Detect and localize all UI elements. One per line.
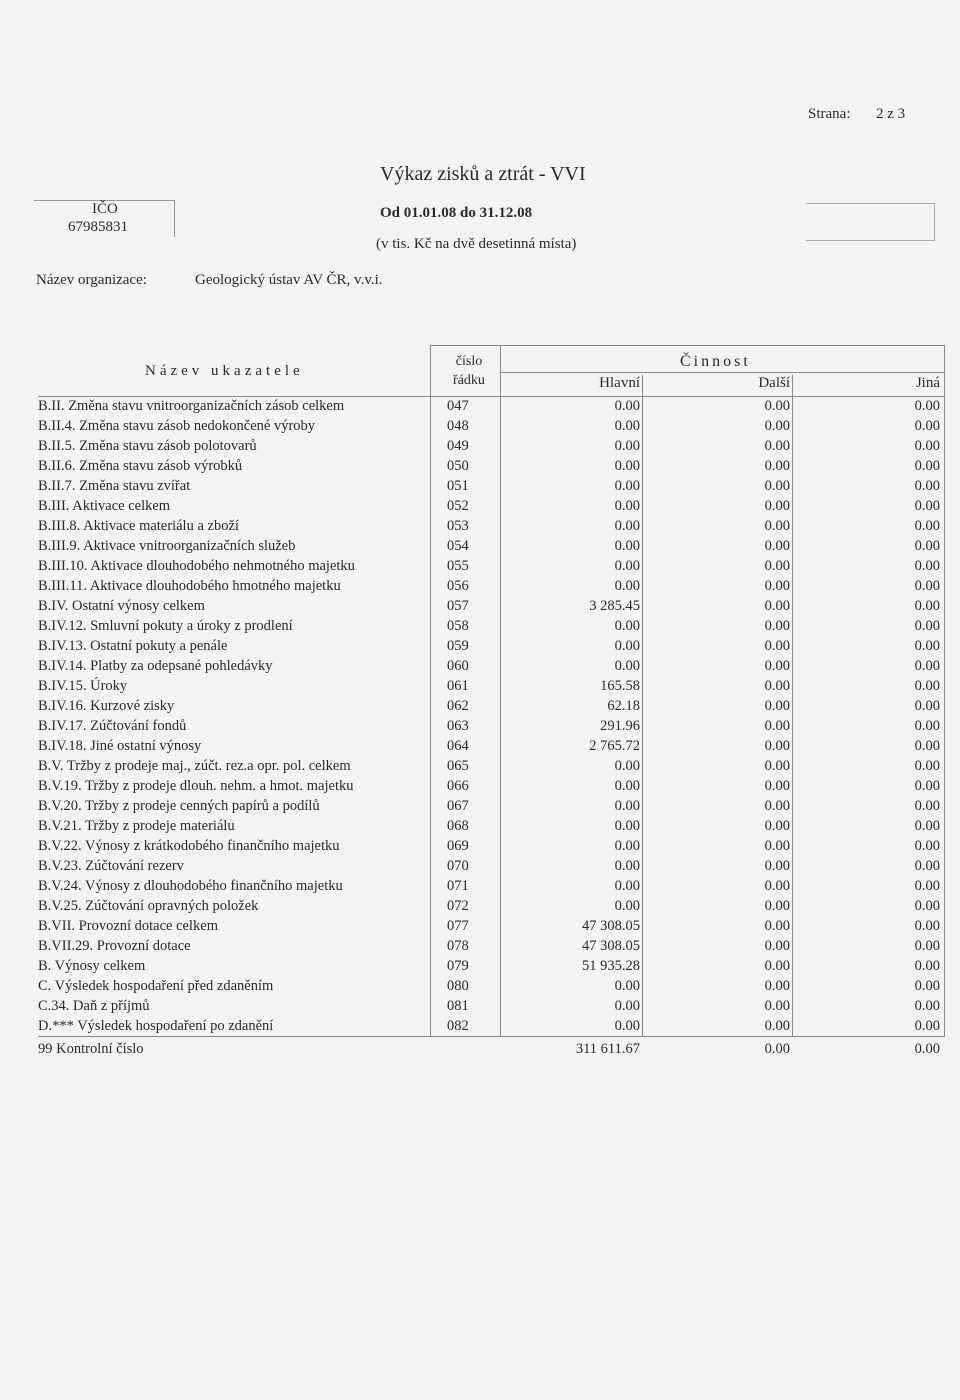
control-name: 99 Kontrolní číslo (38, 1041, 144, 1057)
row-value-main: 0.00 (614, 658, 640, 674)
row-value-another: 0.00 (914, 818, 940, 834)
row-value-another: 0.00 (914, 598, 940, 614)
table-row (0, 1018, 960, 1038)
row-value-another: 0.00 (914, 578, 940, 594)
row-value-other: 0.00 (764, 938, 790, 954)
row-value-another: 0.00 (914, 518, 940, 534)
row-value-other: 0.00 (764, 698, 790, 714)
row-code: 069 (447, 838, 469, 854)
row-value-main: 0.00 (614, 478, 640, 494)
row-value-other: 0.00 (764, 1018, 790, 1034)
row-code: 060 (447, 658, 469, 674)
control-other: 0.00 (764, 1041, 790, 1057)
table-row (0, 798, 960, 818)
ico-value: 67985831 (68, 219, 128, 235)
row-code: 054 (447, 538, 469, 554)
row-name: B.V.25. Zúčtování opravných položek (38, 898, 259, 914)
table-row (0, 738, 960, 758)
column-header-main: Hlavní (599, 375, 640, 391)
table-row (0, 698, 960, 718)
row-code: 078 (447, 938, 469, 954)
row-name: B.V. Tržby z prodeje maj., zúčt. rez.a opr. pol. celkem (38, 758, 351, 774)
row-name: B.IV.18. Jiné ostatní výnosy (38, 738, 202, 754)
row-value-other: 0.00 (764, 518, 790, 534)
table-row (0, 558, 960, 578)
row-code: 050 (447, 458, 469, 474)
table-row (0, 478, 960, 498)
row-value-other: 0.00 (764, 958, 790, 974)
table-row (0, 818, 960, 838)
row-value-main: 0.00 (614, 518, 640, 534)
row-value-other: 0.00 (764, 478, 790, 494)
table-row (0, 918, 960, 938)
row-value-other: 0.00 (764, 538, 790, 554)
row-value-main: 0.00 (614, 778, 640, 794)
table-row (0, 578, 960, 598)
header-divider-1 (430, 345, 431, 397)
ico-label: IČO (92, 201, 118, 217)
row-value-main: 47 308.05 (582, 918, 640, 934)
table-row (0, 958, 960, 978)
row-name: B.V.20. Tržby z prodeje cenných papírů a podílů (38, 798, 320, 814)
row-value-other: 0.00 (764, 918, 790, 934)
row-value-another: 0.00 (914, 438, 940, 454)
header-divider-2 (500, 345, 501, 397)
empty-stamp-box (806, 203, 935, 241)
table-row (0, 418, 960, 438)
row-value-another: 0.00 (914, 678, 940, 694)
row-code: 048 (447, 418, 469, 434)
row-value-other: 0.00 (764, 778, 790, 794)
column-header-other: Další (758, 375, 790, 391)
row-value-another: 0.00 (914, 878, 940, 894)
table-row (0, 538, 960, 558)
row-value-other: 0.00 (764, 558, 790, 574)
row-code: 062 (447, 698, 469, 714)
row-value-main: 0.00 (614, 438, 640, 454)
row-value-main: 0.00 (614, 498, 640, 514)
header-divider-3 (944, 345, 945, 397)
row-name: B.V.24. Výnosy z dlouhodobého finančního majetku (38, 878, 343, 894)
document-title: Výkaz zisků a ztrát - VVI (380, 163, 586, 185)
row-name: D.*** Výsledek hospodaření po zdanění (38, 1018, 274, 1034)
row-value-another: 0.00 (914, 618, 940, 634)
row-name: B.IV. Ostatní výnosy celkem (38, 598, 205, 614)
row-value-main: 2 765.72 (589, 738, 640, 754)
row-value-another: 0.00 (914, 798, 940, 814)
table-row (0, 878, 960, 898)
table-row (0, 938, 960, 958)
row-value-main: 0.00 (614, 458, 640, 474)
row-code: 070 (447, 858, 469, 874)
row-value-another: 0.00 (914, 958, 940, 974)
row-value-main: 0.00 (614, 618, 640, 634)
table-row (0, 458, 960, 478)
row-code: 049 (447, 438, 469, 454)
row-name: B.IV.15. Úroky (38, 678, 128, 694)
row-value-other: 0.00 (764, 898, 790, 914)
row-value-another: 0.00 (914, 858, 940, 874)
row-value-another: 0.00 (914, 838, 940, 854)
row-value-main: 0.00 (614, 578, 640, 594)
row-value-main: 3 285.45 (589, 598, 640, 614)
row-value-main: 0.00 (614, 978, 640, 994)
table-row (0, 518, 960, 538)
row-value-main: 62.18 (607, 698, 640, 714)
row-name: B.III.8. Aktivace materiálu a zboží (38, 518, 239, 534)
row-code: 057 (447, 598, 469, 614)
row-value-main: 291.96 (600, 718, 640, 734)
row-value-main: 0.00 (614, 878, 640, 894)
row-value-main: 0.00 (614, 998, 640, 1014)
row-value-main: 51 935.28 (582, 958, 640, 974)
row-value-another: 0.00 (914, 698, 940, 714)
column-header-name: Název ukazatele (145, 363, 304, 379)
row-code: 071 (447, 878, 469, 894)
row-value-main: 0.00 (614, 398, 640, 414)
page-number-value: 2 z 3 (876, 106, 906, 122)
control-main: 311 611.67 (575, 1041, 640, 1057)
row-value-other: 0.00 (764, 598, 790, 614)
row-value-other: 0.00 (764, 458, 790, 474)
row-value-another: 0.00 (914, 758, 940, 774)
row-value-another: 0.00 (914, 558, 940, 574)
row-value-other: 0.00 (764, 838, 790, 854)
row-code: 065 (447, 758, 469, 774)
row-name: B.II.7. Změna stavu zvířat (38, 478, 191, 494)
row-value-other: 0.00 (764, 398, 790, 414)
row-value-another: 0.00 (914, 978, 940, 994)
row-name: B.II.4. Změna stavu zásob nedokončené výroby (38, 418, 316, 434)
control-row (0, 1041, 960, 1061)
row-value-main: 0.00 (614, 898, 640, 914)
row-name: B.III.11. Aktivace dlouhodobého hmotného majetku (38, 578, 341, 594)
table-row (0, 998, 960, 1018)
table-row (0, 618, 960, 638)
row-value-other: 0.00 (764, 678, 790, 694)
row-name: B.V.22. Výnosy z krátkodobého finančního majetku (38, 838, 340, 854)
organization-label: Název organizace: (36, 272, 147, 288)
row-code: 052 (447, 498, 469, 514)
row-value-other: 0.00 (764, 638, 790, 654)
table-top-rule (430, 345, 944, 346)
column-header-activity: Činnost (680, 353, 751, 370)
row-name: B.VII. Provozní dotace celkem (38, 918, 218, 934)
table-row (0, 638, 960, 658)
control-another: 0.00 (914, 1041, 940, 1057)
row-code: 079 (447, 958, 469, 974)
row-value-main: 0.00 (614, 558, 640, 574)
row-value-other: 0.00 (764, 998, 790, 1014)
table-row (0, 438, 960, 458)
row-value-another: 0.00 (914, 418, 940, 434)
table-row (0, 758, 960, 778)
row-value-another: 0.00 (914, 778, 940, 794)
row-value-another: 0.00 (914, 998, 940, 1014)
row-value-another: 0.00 (914, 918, 940, 934)
row-name: B. Výnosy celkem (38, 958, 146, 974)
row-value-another: 0.00 (914, 478, 940, 494)
page-number-label: Strana: (808, 106, 851, 122)
row-value-main: 0.00 (614, 538, 640, 554)
row-name: B.V.21. Tržby z prodeje materiálu (38, 818, 235, 834)
row-code: 061 (447, 678, 469, 694)
row-value-main: 0.00 (614, 798, 640, 814)
row-code: 082 (447, 1018, 469, 1034)
row-code: 047 (447, 398, 469, 414)
row-code: 077 (447, 918, 469, 934)
row-name: B.II.6. Změna stavu zásob výrobků (38, 458, 243, 474)
row-name: B.II. Změna stavu vnitroorganizačních zásob celkem (38, 398, 345, 414)
row-code: 063 (447, 718, 469, 734)
row-value-another: 0.00 (914, 458, 940, 474)
row-value-other: 0.00 (764, 758, 790, 774)
table-row (0, 898, 960, 918)
row-value-other: 0.00 (764, 738, 790, 754)
row-code: 058 (447, 618, 469, 634)
row-code: 080 (447, 978, 469, 994)
row-value-main: 0.00 (614, 758, 640, 774)
row-name: C. Výsledek hospodaření před zdaněním (38, 978, 274, 994)
row-value-other: 0.00 (764, 858, 790, 874)
row-name: C.34. Daň z příjmů (38, 998, 150, 1014)
table-row (0, 978, 960, 998)
row-value-main: 47 308.05 (582, 938, 640, 954)
row-value-main: 0.00 (614, 1018, 640, 1034)
row-value-main: 165.58 (600, 678, 640, 694)
table-row (0, 778, 960, 798)
row-value-other: 0.00 (764, 878, 790, 894)
row-name: B.III. Aktivace celkem (38, 498, 171, 514)
row-code: 066 (447, 778, 469, 794)
row-value-another: 0.00 (914, 938, 940, 954)
row-value-another: 0.00 (914, 658, 940, 674)
row-value-other: 0.00 (764, 618, 790, 634)
table-row (0, 678, 960, 698)
row-value-other: 0.00 (764, 718, 790, 734)
row-code: 053 (447, 518, 469, 534)
row-value-other: 0.00 (764, 658, 790, 674)
group-rule (500, 372, 944, 373)
column-header-code: číslo řádku (453, 354, 485, 388)
row-value-other: 0.00 (764, 798, 790, 814)
row-value-other: 0.00 (764, 978, 790, 994)
row-code: 072 (447, 898, 469, 914)
row-name: B.IV.14. Platby za odepsané pohledávky (38, 658, 273, 674)
row-value-another: 0.00 (914, 638, 940, 654)
table-row (0, 858, 960, 878)
organization-name: Geologický ústav AV ČR, v.v.i. (195, 272, 383, 288)
header-bottom-rule (38, 396, 944, 397)
table-row (0, 718, 960, 738)
row-value-main: 0.00 (614, 418, 640, 434)
row-code: 081 (447, 998, 469, 1014)
row-code: 064 (447, 738, 469, 754)
row-value-another: 0.00 (914, 718, 940, 734)
table-row (0, 498, 960, 518)
table-row (0, 398, 960, 418)
column-header-another: Jiná (915, 375, 940, 391)
row-value-another: 0.00 (914, 1018, 940, 1034)
row-value-other: 0.00 (764, 498, 790, 514)
row-value-another: 0.00 (914, 738, 940, 754)
row-code: 051 (447, 478, 469, 494)
row-value-other: 0.00 (764, 818, 790, 834)
units-note: (v tis. Kč na dvě desetinná místa) (376, 236, 577, 252)
row-code: 068 (447, 818, 469, 834)
reporting-period: Od 01.01.08 do 31.12.08 (380, 205, 533, 221)
row-value-another: 0.00 (914, 538, 940, 554)
row-name: B.V.19. Tržby z prodeje dlouh. nehm. a hmot. majetku (38, 778, 354, 794)
row-value-other: 0.00 (764, 418, 790, 434)
table-row (0, 598, 960, 618)
row-code: 055 (447, 558, 469, 574)
row-code: 056 (447, 578, 469, 594)
row-name: B.III.10. Aktivace dlouhodobého nehmotného majetku (38, 558, 355, 574)
row-value-main: 0.00 (614, 838, 640, 854)
row-value-main: 0.00 (614, 858, 640, 874)
row-value-other: 0.00 (764, 578, 790, 594)
row-name: B.IV.16. Kurzové zisky (38, 698, 175, 714)
row-name: B.II.5. Změna stavu zásob polotovarů (38, 438, 257, 454)
row-name: B.IV.17. Zúčtování fondů (38, 718, 187, 734)
row-name: B.IV.12. Smluvní pokuty a úroky z prodlení (38, 618, 293, 634)
row-value-another: 0.00 (914, 398, 940, 414)
row-name: B.V.23. Zúčtování rezerv (38, 858, 184, 874)
table-row (0, 658, 960, 678)
row-value-main: 0.00 (614, 638, 640, 654)
table-row (0, 838, 960, 858)
row-code: 067 (447, 798, 469, 814)
row-value-another: 0.00 (914, 898, 940, 914)
row-code: 059 (447, 638, 469, 654)
row-value-main: 0.00 (614, 818, 640, 834)
row-value-other: 0.00 (764, 438, 790, 454)
row-name: B.III.9. Aktivace vnitroorganizačních služeb (38, 538, 296, 554)
row-value-another: 0.00 (914, 498, 940, 514)
row-name: B.IV.13. Ostatní pokuty a penále (38, 638, 228, 654)
row-name: B.VII.29. Provozní dotace (38, 938, 191, 954)
